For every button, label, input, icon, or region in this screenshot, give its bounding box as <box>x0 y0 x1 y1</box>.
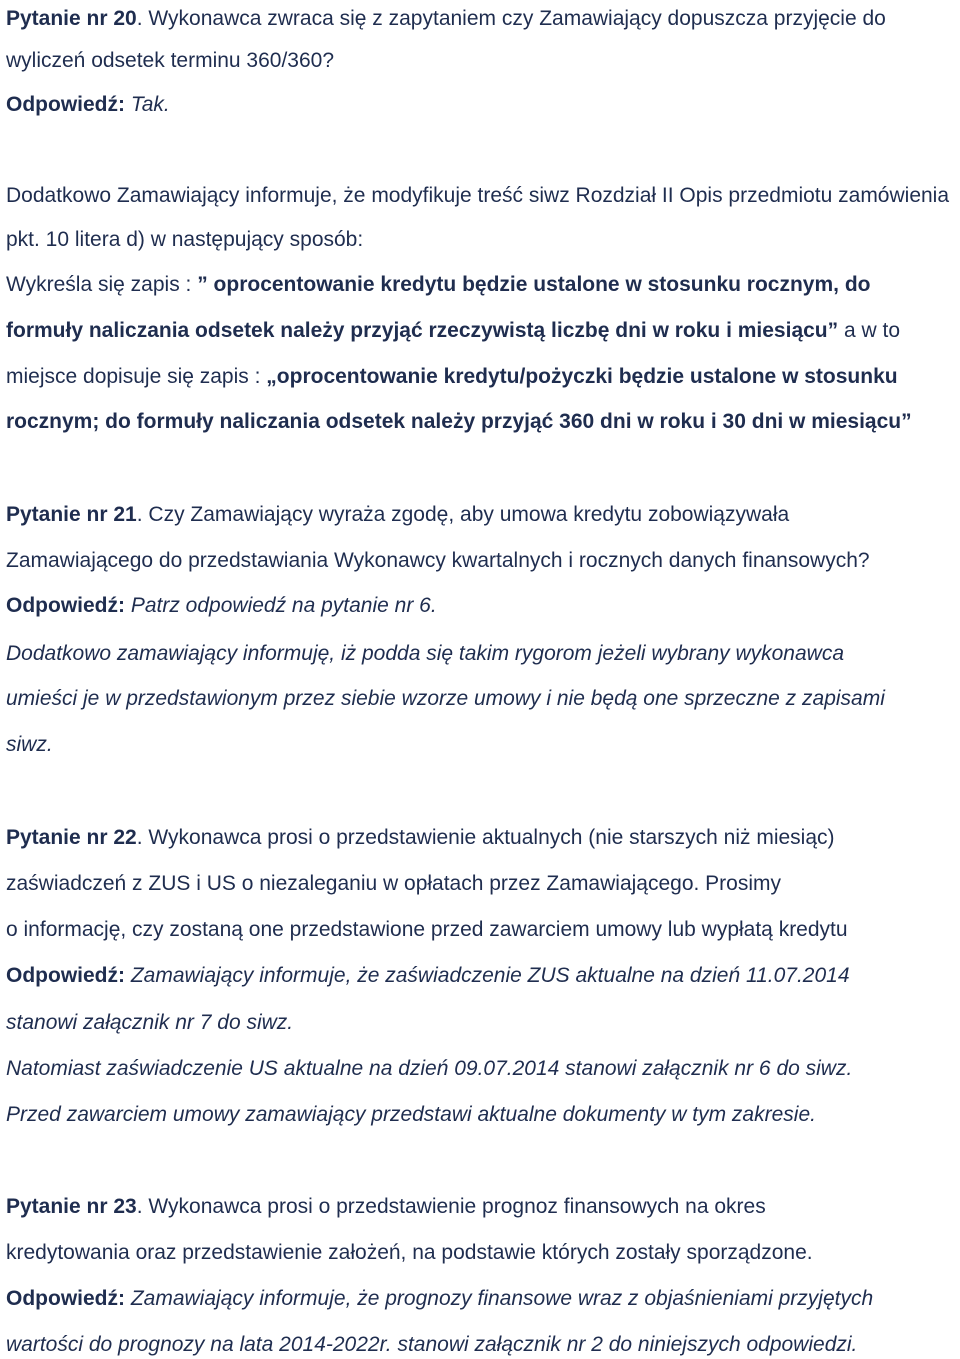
q22-question-line-1 <box>6 825 956 851</box>
q21-answer <box>6 593 956 619</box>
q20-question-text-1: Wykonawca zwraca się z zapytaniem czy Zamawiający dopuszcza przyjęcie do <box>142 7 886 30</box>
q21-extra-line-3: siwz. <box>6 733 53 756</box>
q21-label: Pytanie nr 21 <box>6 503 137 526</box>
q22-question-line-2: zaświadczeń z ZUS i US o niezaleganiu w opłatach przez Zamawiającego. Prosimy <box>6 872 782 895</box>
q22-answer-line-2: stanowi załącznik nr 7 do siwz. <box>6 1011 294 1034</box>
q23-answer-label: Odpowiedź: <box>6 1287 125 1310</box>
q22-answer-value-1: Zamawiający informuje, że zaświadczenie ZUS aktualne na dzień 11.07.2014 <box>125 964 850 987</box>
q20-strike-line-2 <box>6 318 956 344</box>
q21-answer-value: Patrz odpowiedź na pytanie nr 6. <box>125 594 437 617</box>
q22-answer-extra-2: Przed zawarciem umowy zamawiający przedstawi aktualne dokumenty w tym zakresie. <box>6 1103 816 1126</box>
q21-question-text-1: Czy Zamawiający wyraża zgodę, aby umowa kredytu zobowiązywała <box>142 503 790 526</box>
q20-strike-tail: a w to <box>838 319 901 342</box>
q20-label: Pytanie nr 20 <box>6 7 137 30</box>
q20-insert-intro: miejsce dopisuje się zapis : <box>6 365 267 388</box>
q20-strike-quote-2: formuły naliczania odsetek należy przyjąć rzeczywistą liczbę dni w roku i miesiącu” <box>6 319 839 342</box>
q22-label: Pytanie nr 22 <box>6 826 137 849</box>
q23-label: Pytanie nr 23 <box>6 1195 137 1218</box>
q23-question-line-1 <box>6 1194 956 1220</box>
q20-answer-value: Tak. <box>125 93 170 116</box>
q21-label-dot: . <box>136 503 143 526</box>
q23-answer-line-2: wartości do prognozy na lata 2014-2022r. stanowi załącznik nr 2 do niniejszych odpowiedzi. <box>6 1333 858 1356</box>
q20-label-dot: . <box>136 7 143 30</box>
q22-answer-line-1 <box>6 963 956 989</box>
q21-answer-label: Odpowiedź: <box>6 594 125 617</box>
q23-label-dot: . <box>136 1195 143 1218</box>
q20-strike-line-1 <box>6 272 956 298</box>
q22-answer-label: Odpowiedź: <box>6 964 125 987</box>
q20-extra-line-2: pkt. 10 litera d) w następujący sposób: <box>6 228 364 251</box>
q21-extra-line-2: umieści je w przedstawionym przez siebie wzorze umowy i nie będą one sprzeczne z zapisami <box>6 687 885 710</box>
q21-extra-line-1: Dodatkowo zamawiający informuję, iż podda się takim rygorom jeżeli wybrany wykonawca <box>6 642 845 665</box>
q20-strike-quote-1: ” oprocentowanie kredytu będzie ustalone w stosunku rocznym, do <box>197 273 871 296</box>
q20-question-line-1 <box>6 6 956 32</box>
q20-strike-intro: Wykreśla się zapis : <box>6 273 198 296</box>
q23-answer-value-1: Zamawiający informuje, że prognozy finansowe wraz z objaśnieniami przyjętych <box>125 1287 874 1310</box>
q20-extra-line-1: Dodatkowo Zamawiający informuje, że modyfikuje treść siwz Rozdział II Opis przedmiotu zamówienia <box>6 184 950 207</box>
q22-question-text-1: Wykonawca prosi o przedstawienie aktualnych (nie starszych niż miesiąc) <box>142 826 835 849</box>
q23-question-line-2: kredytowania oraz przedstawienie założeń, na podstawie których zostały sporządzone. <box>6 1241 813 1264</box>
q21-question-line-2: Zamawiającego do przedstawiania Wykonawcy kwartalnych i rocznych danych finansowych? <box>6 549 870 572</box>
q20-question-line-2: wyliczeń odsetek terminu 360/360? <box>6 49 335 72</box>
q23-question-text-1: Wykonawca prosi o przedstawienie prognoz finansowych na okres <box>142 1195 766 1218</box>
q20-answer <box>6 92 956 118</box>
q20-answer-label: Odpowiedź: <box>6 93 125 116</box>
q20-insert-line-2: rocznym; do formuły naliczania odsetek należy przyjąć 360 dni w roku i 30 dni w miesiącu” <box>6 410 912 433</box>
q21-question-line-1 <box>6 502 956 528</box>
q22-label-dot: . <box>136 826 143 849</box>
q23-answer-line-1 <box>6 1286 956 1312</box>
q22-answer-extra-1: Natomiast zaświadczenie US aktualne na dzień 09.07.2014 stanowi załącznik nr 6 do siwz. <box>6 1057 853 1080</box>
q22-question-line-3: o informację, czy zostaną one przedstawione przed zawarciem umowy lub wypłatą kredytu <box>6 918 848 941</box>
q20-insert-quote-1: „oprocentowanie kredytu/pożyczki będzie ustalone w stosunku <box>266 365 898 388</box>
q20-insert-line-1 <box>6 364 956 390</box>
